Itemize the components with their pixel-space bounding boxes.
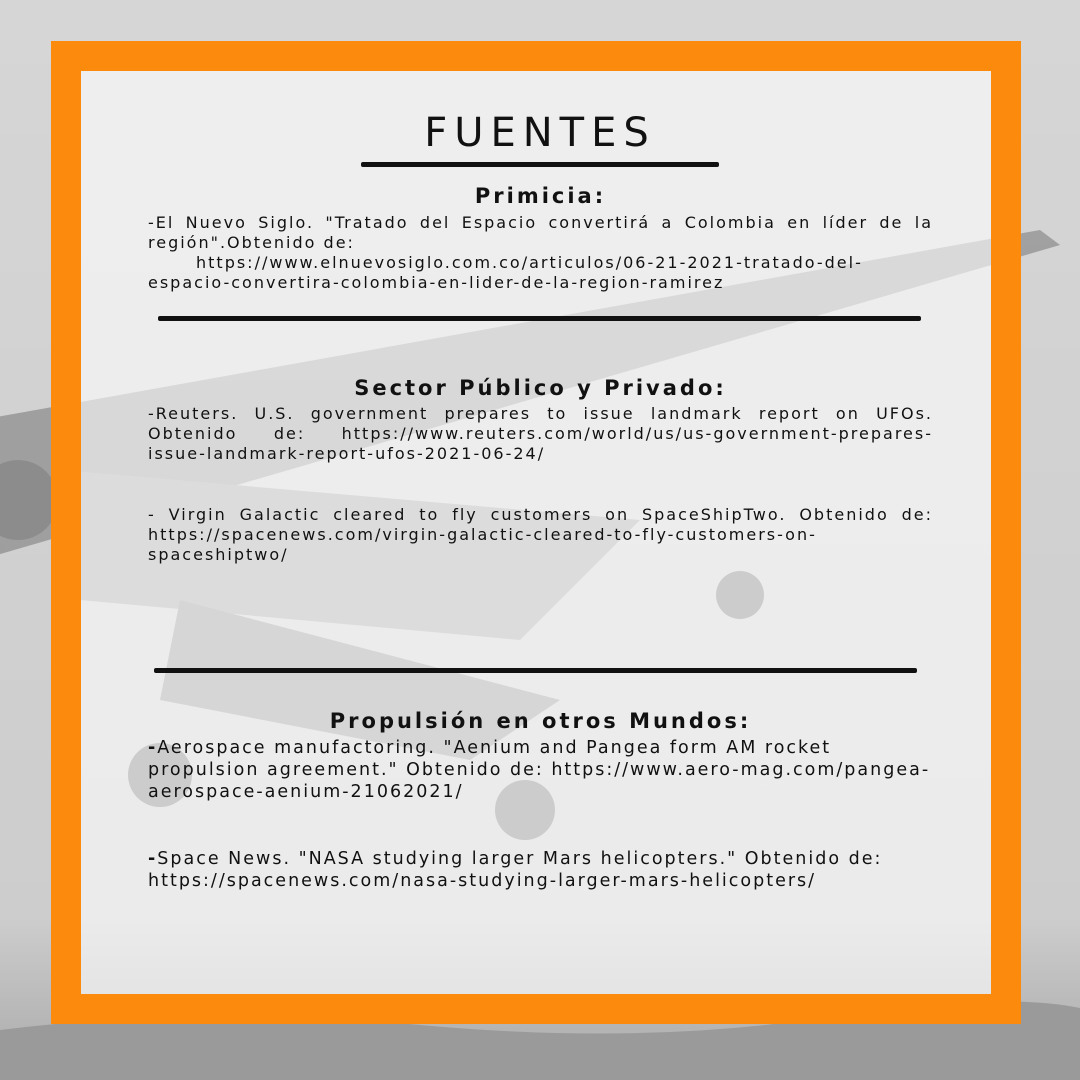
reference-text: -Reuters. U.S. government prepares to issue landmark report on UFOs. Obtenido de: https://www.reuters.com/world/us/us-government-prepares-issue-landmark-report-ufos-2021-06-24/ — [148, 404, 933, 463]
page-title: FUENTES — [424, 110, 656, 156]
reference-dash: - — [148, 738, 158, 758]
reference-item — [148, 404, 933, 464]
section-divider — [158, 316, 921, 321]
reference-dash: - — [148, 849, 158, 869]
section-divider — [154, 668, 917, 673]
section-heading-sector: Sector Público y Privado: — [354, 376, 727, 400]
title-underline — [361, 162, 719, 167]
section-heading-primicia: Primicia: — [474, 184, 607, 208]
reference-text: - Virgin Galactic cleared to fly customers on SpaceShipTwo. Obtenido de: https://spacenews.com/virgin-galactic-cleared-to-fly-customers-on-spaceshiptwo/ — [148, 505, 933, 564]
reference-item — [148, 737, 933, 803]
section-heading-propulsion: Propulsión en otros Mundos: — [329, 709, 752, 733]
reference-item — [148, 848, 933, 892]
reference-item — [148, 213, 933, 293]
reference-text: Space News. "NASA studying larger Mars helicopters." Obtenido de: https://spacenews.com/nasa-studying-larger-mars-helicopters/ — [148, 849, 883, 891]
reference-text: Aerospace manufactoring. "Aenium and Pangea form AM rocket propulsion agreement." Obtenido de: https://www.aero-mag.com/pangea-aerospace-aenium-21062021/ — [148, 738, 931, 802]
reference-text: -El Nuevo Siglo. "Tratado del Espacio convertirá a Colombia en líder de la región".Obtenido de: — [148, 213, 933, 252]
reference-link[interactable]: https://www.elnuevosiglo.com.co/articulos/06-21-2021-tratado-del-espacio-convertira-colombia-en-lider-de-la-region-ramirez — [148, 253, 863, 292]
reference-item — [148, 505, 933, 565]
